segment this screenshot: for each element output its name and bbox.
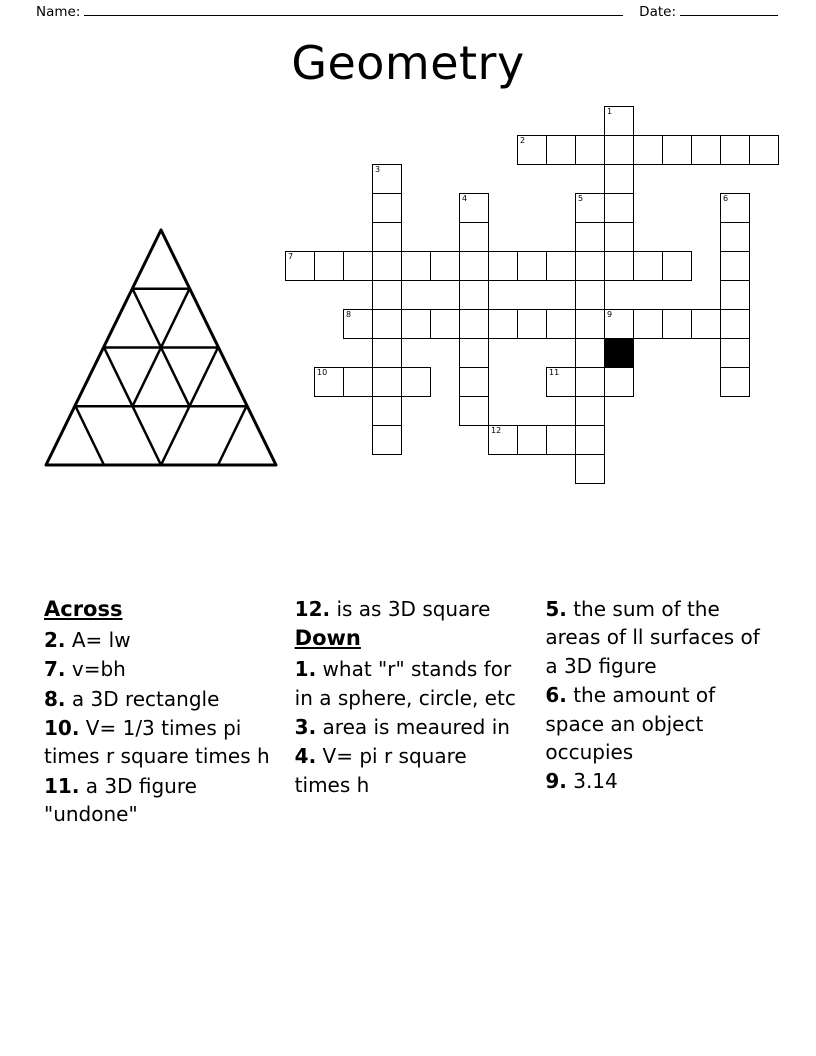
clue-down-1 [295, 655, 524, 712]
clue-across-8 [44, 685, 273, 713]
crossword-cell[interactable] [720, 222, 750, 252]
crossword-cell[interactable] [575, 425, 605, 455]
crossword-cell[interactable] [459, 338, 489, 368]
crossword-cell[interactable] [401, 251, 431, 281]
crossword-cell[interactable] [459, 396, 489, 426]
clue-column-1 [44, 595, 273, 830]
crossword-cell[interactable] [372, 164, 402, 194]
crossword-cell[interactable] [372, 396, 402, 426]
crossword-cell-number: 8 [346, 310, 352, 319]
crossword-cell-number: 3 [375, 165, 381, 174]
clue-text: a 3D figure "undone" [44, 773, 197, 827]
crossword-cell-number: 7 [288, 252, 294, 261]
crossword-cell[interactable] [720, 193, 750, 223]
crossword-cell[interactable] [372, 338, 402, 368]
crossword-cell[interactable] [575, 193, 605, 223]
crossword-cell[interactable] [691, 309, 721, 339]
crossword-cell[interactable] [575, 396, 605, 426]
crossword-cell[interactable] [575, 280, 605, 310]
crossword-cell[interactable] [459, 309, 489, 339]
crossword-cell[interactable] [372, 251, 402, 281]
name-label: Name: [36, 4, 81, 20]
crossword-cell[interactable] [546, 251, 576, 281]
crossword-cell[interactable] [604, 309, 634, 339]
triangle-figure [44, 225, 284, 474]
clue-text: v=bh [71, 657, 126, 682]
crossword-cell[interactable] [517, 425, 547, 455]
crossword-cell[interactable] [662, 251, 692, 281]
crossword-cell[interactable] [401, 309, 431, 339]
clue-across-12 [295, 595, 524, 623]
crossword-cell[interactable] [749, 135, 779, 165]
crossword-cell[interactable] [662, 135, 692, 165]
crossword-cell[interactable] [314, 367, 344, 397]
clue-across-10 [44, 714, 273, 771]
crossword-cell[interactable] [720, 309, 750, 339]
crossword-cell[interactable] [604, 367, 634, 397]
clue-down-5 [545, 595, 774, 680]
crossword-cell[interactable] [459, 222, 489, 252]
crossword-cell[interactable] [372, 280, 402, 310]
clue-number: 8. [44, 686, 66, 711]
crossword-cell[interactable] [314, 251, 344, 281]
crossword-cell[interactable] [488, 309, 518, 339]
date-label: Date: [639, 4, 676, 20]
clue-text: area is meaured in [322, 714, 510, 739]
crossword-cell[interactable] [546, 425, 576, 455]
crossword-cell[interactable] [546, 135, 576, 165]
crossword-cell[interactable] [343, 309, 373, 339]
date-group [639, 4, 780, 20]
crossword-cell[interactable] [720, 251, 750, 281]
crossword-cell-number: 11 [549, 368, 560, 377]
crossword-cell[interactable] [343, 251, 373, 281]
clue-column-3 [545, 595, 774, 830]
crossword-cell[interactable] [662, 309, 692, 339]
page-title: Geometry [291, 36, 525, 90]
crossword-cell[interactable] [459, 251, 489, 281]
crossword-cell[interactable] [633, 135, 663, 165]
clue-text: the amount of space an object occupies [545, 683, 716, 764]
crossword-cell[interactable] [575, 251, 605, 281]
crossword-cell[interactable] [372, 222, 402, 252]
clue-text: the sum of the areas of ll surfaces of a 3D figure [545, 597, 760, 678]
down-heading: Down [294, 626, 361, 651]
clue-text: a 3D rectangle [71, 686, 220, 711]
clue-column-2 [295, 595, 524, 830]
crossword-cell[interactable] [575, 338, 605, 368]
date-blank-rule [680, 4, 778, 16]
crossword-cell[interactable] [517, 309, 547, 339]
clue-down-9 [545, 767, 774, 795]
clues-section [44, 595, 774, 830]
crossword-cell[interactable] [720, 280, 750, 310]
clue-down-6 [545, 681, 774, 766]
crossword-cell-number: 10 [317, 368, 328, 377]
clue-down-4 [295, 742, 524, 799]
crossword-cell[interactable] [401, 367, 431, 397]
crossword-cell-number: 12 [491, 426, 502, 435]
crossword-cell[interactable] [488, 425, 518, 455]
clue-text: A= lw [71, 627, 131, 652]
clue-number: 7. [44, 657, 66, 682]
clue-text: V= 1/3 times pi times r square times h [44, 715, 270, 769]
clue-number: 3. [294, 714, 317, 739]
clue-number: 2. [44, 627, 66, 652]
crossword-cell[interactable] [285, 251, 315, 281]
crossword-cell[interactable] [372, 425, 402, 455]
clue-number: 12. [294, 597, 331, 621]
clue-across-7 [44, 655, 273, 683]
crossword-cell[interactable] [372, 367, 402, 397]
clue-number: 10. [44, 715, 80, 740]
crossword-cell-number: 9 [607, 310, 613, 319]
crossword-cell[interactable] [691, 135, 721, 165]
clue-across-11 [44, 772, 273, 829]
crossword-cell[interactable] [488, 251, 518, 281]
clue-number: 1. [294, 657, 317, 682]
crossword-cell[interactable] [633, 251, 663, 281]
crossword-cell[interactable] [720, 367, 750, 397]
clue-across-2 [44, 626, 273, 654]
crossword-cell[interactable] [633, 309, 663, 339]
crossword-cell[interactable] [604, 135, 634, 165]
crossword-cell-number: 4 [462, 194, 468, 203]
crossword-cell[interactable] [546, 367, 576, 397]
clue-number: 9. [545, 769, 567, 794]
crossword-cell[interactable] [604, 106, 634, 136]
clue-number: 11. [44, 773, 80, 798]
crossword-cell[interactable] [430, 309, 460, 339]
clue-number: 6. [545, 683, 567, 708]
crossword-cell[interactable] [517, 135, 547, 165]
crossword-cell[interactable] [604, 164, 634, 194]
crossword-cell-number: 6 [723, 194, 729, 203]
crossword-cell[interactable] [372, 193, 402, 223]
crossword-cell[interactable] [372, 309, 402, 339]
clue-text: what "r" stands for in a sphere, circle, etc [294, 657, 516, 710]
crossword-cell[interactable] [575, 309, 605, 339]
crossword-cell[interactable] [459, 193, 489, 223]
crossword-cell-blocked [604, 338, 634, 368]
clue-text: V= pi r square times h [294, 744, 467, 797]
crossword-cell[interactable] [575, 454, 605, 484]
crossword-cell[interactable] [604, 251, 634, 281]
crossword-cell-number: 2 [520, 136, 526, 145]
crossword-cell[interactable] [546, 309, 576, 339]
across-heading: Across [44, 597, 123, 621]
crossword-cell-number: 5 [578, 194, 584, 203]
crossword-cell[interactable] [575, 135, 605, 165]
crossword-cell[interactable] [604, 193, 634, 223]
crossword-cell[interactable] [459, 367, 489, 397]
crossword-cell[interactable] [575, 222, 605, 252]
triangle-svg [44, 225, 284, 470]
crossword-cell[interactable] [575, 367, 605, 397]
crossword-cell-number: 1 [607, 107, 613, 116]
clue-number: 4. [294, 744, 317, 769]
crossword-cell[interactable] [459, 280, 489, 310]
crossword-cell[interactable] [604, 222, 634, 252]
name-blank-rule [84, 4, 623, 16]
clue-text: 3.14 [573, 769, 618, 794]
header-name-date-line [36, 4, 780, 20]
crossword-cell[interactable] [517, 251, 547, 281]
clue-number: 5. [545, 597, 567, 621]
clue-down-3 [295, 713, 524, 741]
clue-text: is as 3D square [336, 597, 491, 621]
crossword-cell[interactable] [720, 135, 750, 165]
crossword-cell[interactable] [720, 338, 750, 368]
crossword-cell[interactable] [343, 367, 373, 397]
crossword-cell[interactable] [430, 251, 460, 281]
